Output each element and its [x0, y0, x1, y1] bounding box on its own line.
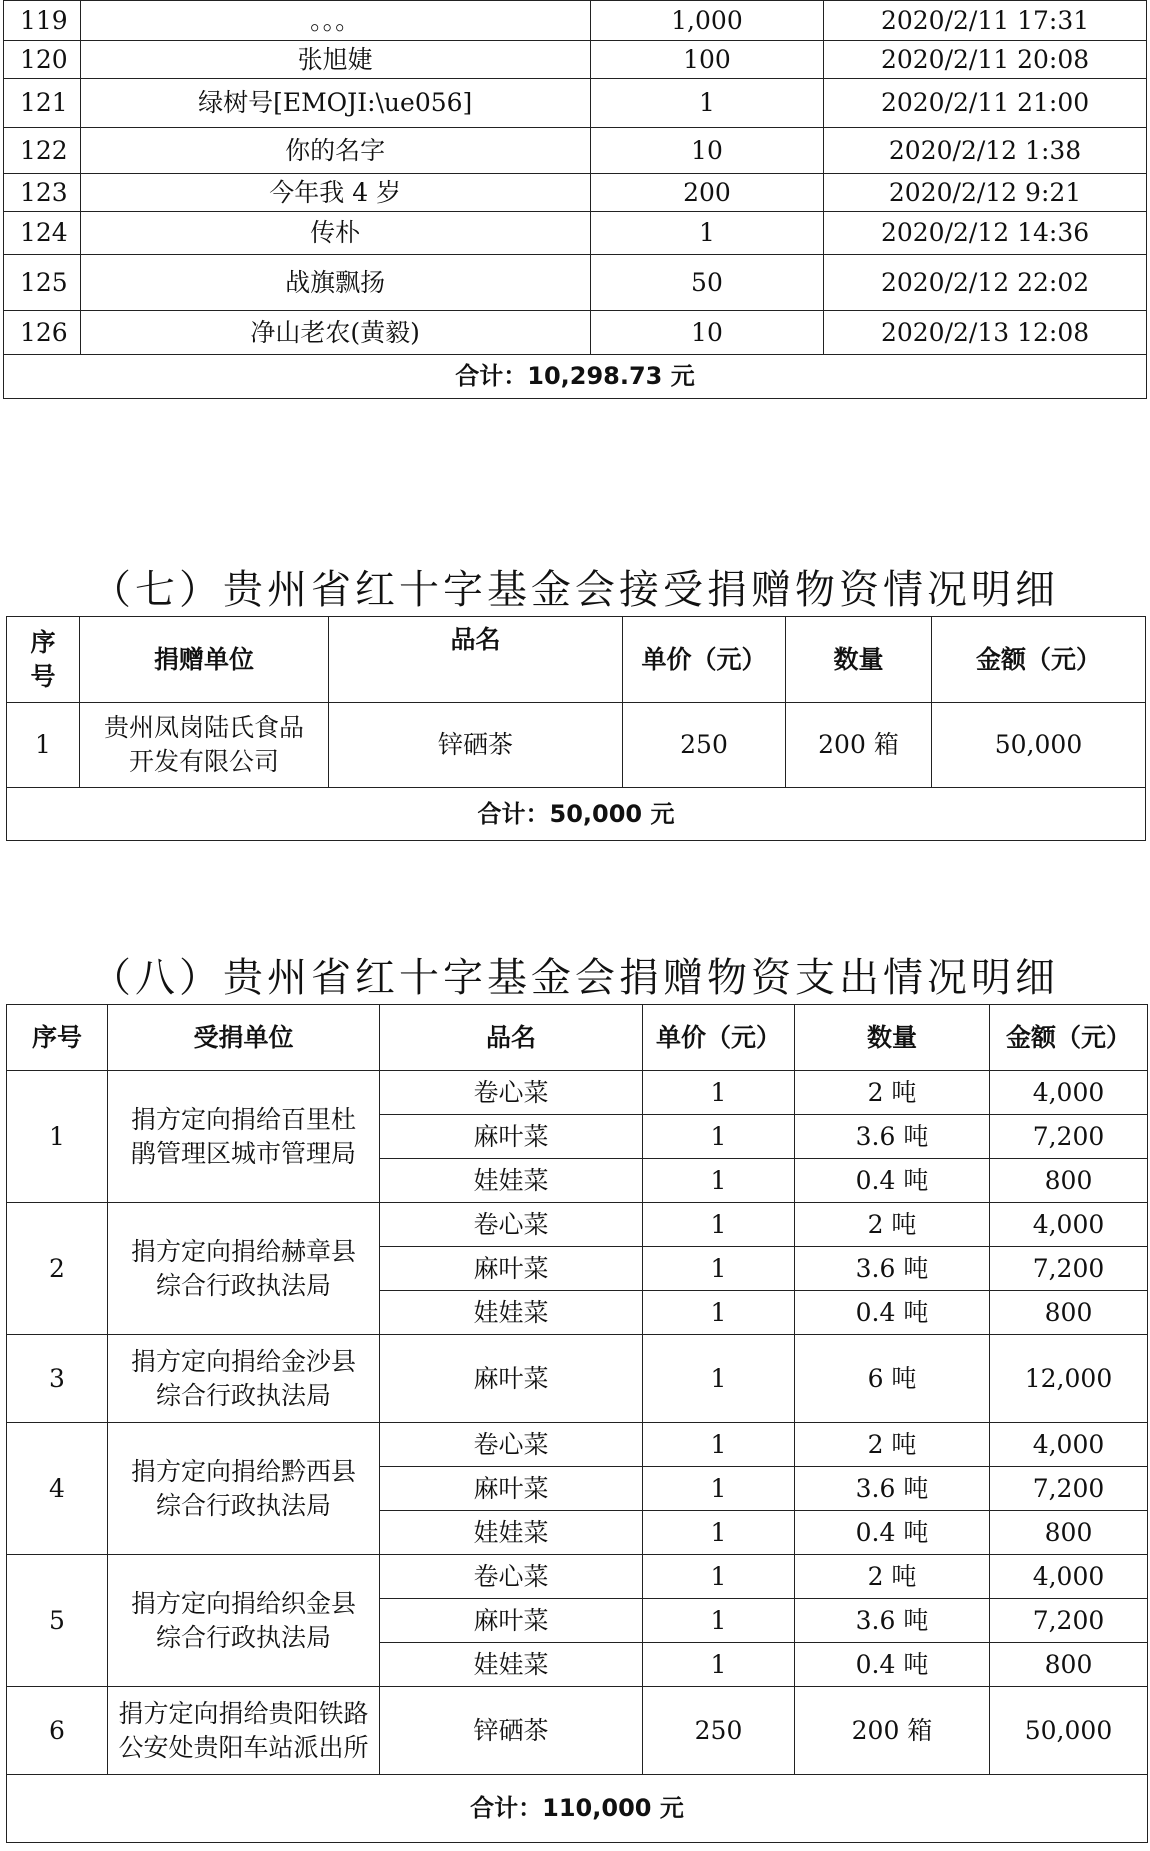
amount: 50,000	[990, 1687, 1148, 1775]
row-number: 120	[4, 41, 81, 79]
header-no	[7, 617, 80, 703]
unit-price: 1	[643, 1511, 795, 1555]
item-name: 卷心菜	[380, 1203, 643, 1247]
quantity: 0.4 吨	[795, 1643, 990, 1687]
table-row	[4, 174, 1147, 212]
header-no: 序号	[7, 1005, 108, 1071]
donation-amount: 10	[590, 128, 823, 174]
row-number: 2	[7, 1203, 108, 1335]
donation-amount: 1	[590, 79, 823, 128]
donor-name: 你的名字	[80, 128, 590, 174]
header-donor: 捐赠单位	[80, 617, 329, 703]
item-name: 卷心菜	[380, 1423, 643, 1467]
quantity: 3.6 吨	[795, 1115, 990, 1159]
row-number: 6	[7, 1687, 108, 1775]
recipient-unit	[108, 1203, 380, 1335]
donation-list-table	[3, 0, 1147, 399]
donor-unit	[80, 703, 329, 788]
table-row	[4, 1, 1147, 41]
table-header-row	[7, 1005, 1148, 1071]
table-row	[4, 311, 1147, 355]
quantity: 0.4 吨	[795, 1159, 990, 1203]
recipient-label: 捐方定向捐给黔西县综合行政执法局	[130, 1456, 356, 1520]
recipient-unit	[108, 1071, 380, 1203]
recipient-label: 捐方定向捐给百里杜鹃管理区城市管理局	[130, 1104, 356, 1168]
table-row	[4, 128, 1147, 174]
donation-time: 2020/2/13 12:08	[824, 311, 1147, 355]
amount: 4,000	[990, 1555, 1148, 1599]
item-name: 娃娃菜	[380, 1159, 643, 1203]
section7-total: 合计：50,000 元	[7, 788, 1146, 841]
item-name: 麻叶菜	[380, 1335, 643, 1423]
quantity: 6 吨	[795, 1335, 990, 1423]
table-row	[4, 41, 1147, 79]
row-number: 122	[4, 128, 81, 174]
recipient-unit	[108, 1335, 380, 1423]
total-row	[7, 788, 1146, 841]
donor-name: 战旗飘扬	[80, 255, 590, 311]
table-row	[7, 1687, 1148, 1775]
donation-time: 2020/2/11 17:31	[824, 1, 1147, 41]
unit-price: 1	[643, 1467, 795, 1511]
quantity: 0.4 吨	[795, 1511, 990, 1555]
item-name: 麻叶菜	[380, 1599, 643, 1643]
header-item: 品名	[329, 617, 623, 703]
amount: 4,000	[990, 1203, 1148, 1247]
quantity: 2 吨	[795, 1203, 990, 1247]
row-number: 1	[7, 1071, 108, 1203]
unit-price: 250	[623, 703, 786, 788]
unit-price: 1	[643, 1423, 795, 1467]
donation-time: 2020/2/12 9:21	[824, 174, 1147, 212]
table-row	[4, 212, 1147, 255]
row-number: 1	[7, 703, 80, 788]
row-number: 3	[7, 1335, 108, 1423]
received-goods-table	[6, 616, 1146, 841]
donation-time: 2020/2/12 1:38	[824, 128, 1147, 174]
item-name: 麻叶菜	[380, 1467, 643, 1511]
recipient-unit	[108, 1555, 380, 1687]
row-number: 121	[4, 79, 81, 128]
item-name: 锌硒茶	[380, 1687, 643, 1775]
header-amount: 金额（元）	[932, 617, 1146, 703]
amount: 800	[990, 1643, 1148, 1687]
donor-name: 传朴	[80, 212, 590, 255]
quantity: 2 吨	[795, 1423, 990, 1467]
table-row	[4, 255, 1147, 311]
recipient-label: 捐方定向捐给金沙县综合行政执法局	[130, 1346, 356, 1410]
amount: 12,000	[990, 1335, 1148, 1423]
recipient-unit	[108, 1423, 380, 1555]
unit-price: 1	[643, 1159, 795, 1203]
donation-time: 2020/2/11 21:00	[824, 79, 1147, 128]
unit-price: 1	[643, 1291, 795, 1335]
amount: 7,200	[990, 1467, 1148, 1511]
table-row	[7, 1071, 1148, 1115]
donor-name: 张旭婕	[80, 41, 590, 79]
quantity: 200 箱	[795, 1687, 990, 1775]
donor-unit-label: 贵州凤岗陆氏食品开发有限公司	[103, 713, 304, 776]
unit-price: 1	[643, 1071, 795, 1115]
row-number: 4	[7, 1423, 108, 1555]
amount: 4,000	[990, 1423, 1148, 1467]
header-qty: 数量	[795, 1005, 990, 1071]
item-name: 锌硒茶	[329, 703, 623, 788]
recipient-label: 捐方定向捐给贵阳铁路公安处贵阳车站派出所	[118, 1698, 369, 1762]
recipient-unit	[108, 1687, 380, 1775]
item-name: 娃娃菜	[380, 1291, 643, 1335]
amount: 7,200	[990, 1599, 1148, 1643]
section8-title: （八）贵州省红十字基金会捐赠物资支出情况明细	[91, 955, 1059, 1001]
header-amount: 金额（元）	[990, 1005, 1148, 1071]
table-row	[7, 1203, 1148, 1247]
donation-list-total: 合计：10,298.73 元	[4, 355, 1147, 399]
item-name: 娃娃菜	[380, 1643, 643, 1687]
donor-name: 净山老农(黄毅)	[80, 311, 590, 355]
section7-title: （七）贵州省红十字基金会接受捐赠物资情况明细	[91, 567, 1059, 613]
table-row	[7, 703, 1146, 788]
quantity: 200 箱	[786, 703, 932, 788]
item-name: 卷心菜	[380, 1071, 643, 1115]
unit-price: 1	[643, 1599, 795, 1643]
header-recipient: 受捐单位	[108, 1005, 380, 1071]
item-name: 娃娃菜	[380, 1511, 643, 1555]
table-row	[7, 1423, 1148, 1467]
recipient-label: 捐方定向捐给织金县综合行政执法局	[130, 1588, 356, 1652]
donor-name: 今年我 4 岁	[80, 174, 590, 212]
row-number: 126	[4, 311, 81, 355]
row-number: 125	[4, 255, 81, 311]
amount: 800	[990, 1511, 1148, 1555]
table-row	[7, 1335, 1148, 1423]
amount: 800	[990, 1291, 1148, 1335]
unit-price: 1	[643, 1203, 795, 1247]
amount: 800	[990, 1159, 1148, 1203]
amount: 50,000	[932, 703, 1146, 788]
donation-list-body	[4, 1, 1147, 399]
donation-time: 2020/2/12 22:02	[824, 255, 1147, 311]
quantity: 2 吨	[795, 1555, 990, 1599]
donor-name: 。。。	[80, 1, 590, 41]
donor-name: 绿树号[EMOJI:\ue056]	[80, 79, 590, 128]
quantity: 3.6 吨	[795, 1599, 990, 1643]
item-name: 卷心菜	[380, 1555, 643, 1599]
unit-price: 1	[643, 1555, 795, 1599]
unit-price: 1	[643, 1115, 795, 1159]
table-header-row	[7, 617, 1146, 703]
quantity: 3.6 吨	[795, 1467, 990, 1511]
amount: 4,000	[990, 1071, 1148, 1115]
unit-price: 1	[643, 1643, 795, 1687]
donation-amount: 1,000	[590, 1, 823, 41]
total-row	[4, 355, 1147, 399]
header-qty: 数量	[786, 617, 932, 703]
distributed-goods-table	[6, 1004, 1148, 1843]
donation-amount: 100	[590, 41, 823, 79]
row-number: 5	[7, 1555, 108, 1687]
donation-amount: 200	[590, 174, 823, 212]
donation-time: 2020/2/12 14:36	[824, 212, 1147, 255]
quantity: 0.4 吨	[795, 1291, 990, 1335]
unit-price: 1	[643, 1247, 795, 1291]
donation-amount: 10	[590, 311, 823, 355]
header-price: 单价（元）	[623, 617, 786, 703]
total-row	[7, 1775, 1148, 1843]
item-name: 麻叶菜	[380, 1115, 643, 1159]
row-number: 124	[4, 212, 81, 255]
row-number: 123	[4, 174, 81, 212]
amount: 7,200	[990, 1247, 1148, 1291]
donation-amount: 50	[590, 255, 823, 311]
donation-time: 2020/2/11 20:08	[824, 41, 1147, 79]
quantity: 3.6 吨	[795, 1247, 990, 1291]
amount: 7,200	[990, 1115, 1148, 1159]
unit-price: 250	[643, 1687, 795, 1775]
donation-amount: 1	[590, 212, 823, 255]
table-row	[7, 1555, 1148, 1599]
header-item: 品名	[380, 1005, 643, 1071]
recipient-label: 捐方定向捐给赫章县综合行政执法局	[130, 1236, 356, 1300]
row-number: 119	[4, 1, 81, 41]
table-row	[4, 79, 1147, 128]
unit-price: 1	[643, 1335, 795, 1423]
quantity: 2 吨	[795, 1071, 990, 1115]
header-price: 单价（元）	[643, 1005, 795, 1071]
section8-total: 合计：110,000 元	[7, 1775, 1148, 1843]
header-no-label: 序号	[30, 627, 56, 691]
item-name: 麻叶菜	[380, 1247, 643, 1291]
